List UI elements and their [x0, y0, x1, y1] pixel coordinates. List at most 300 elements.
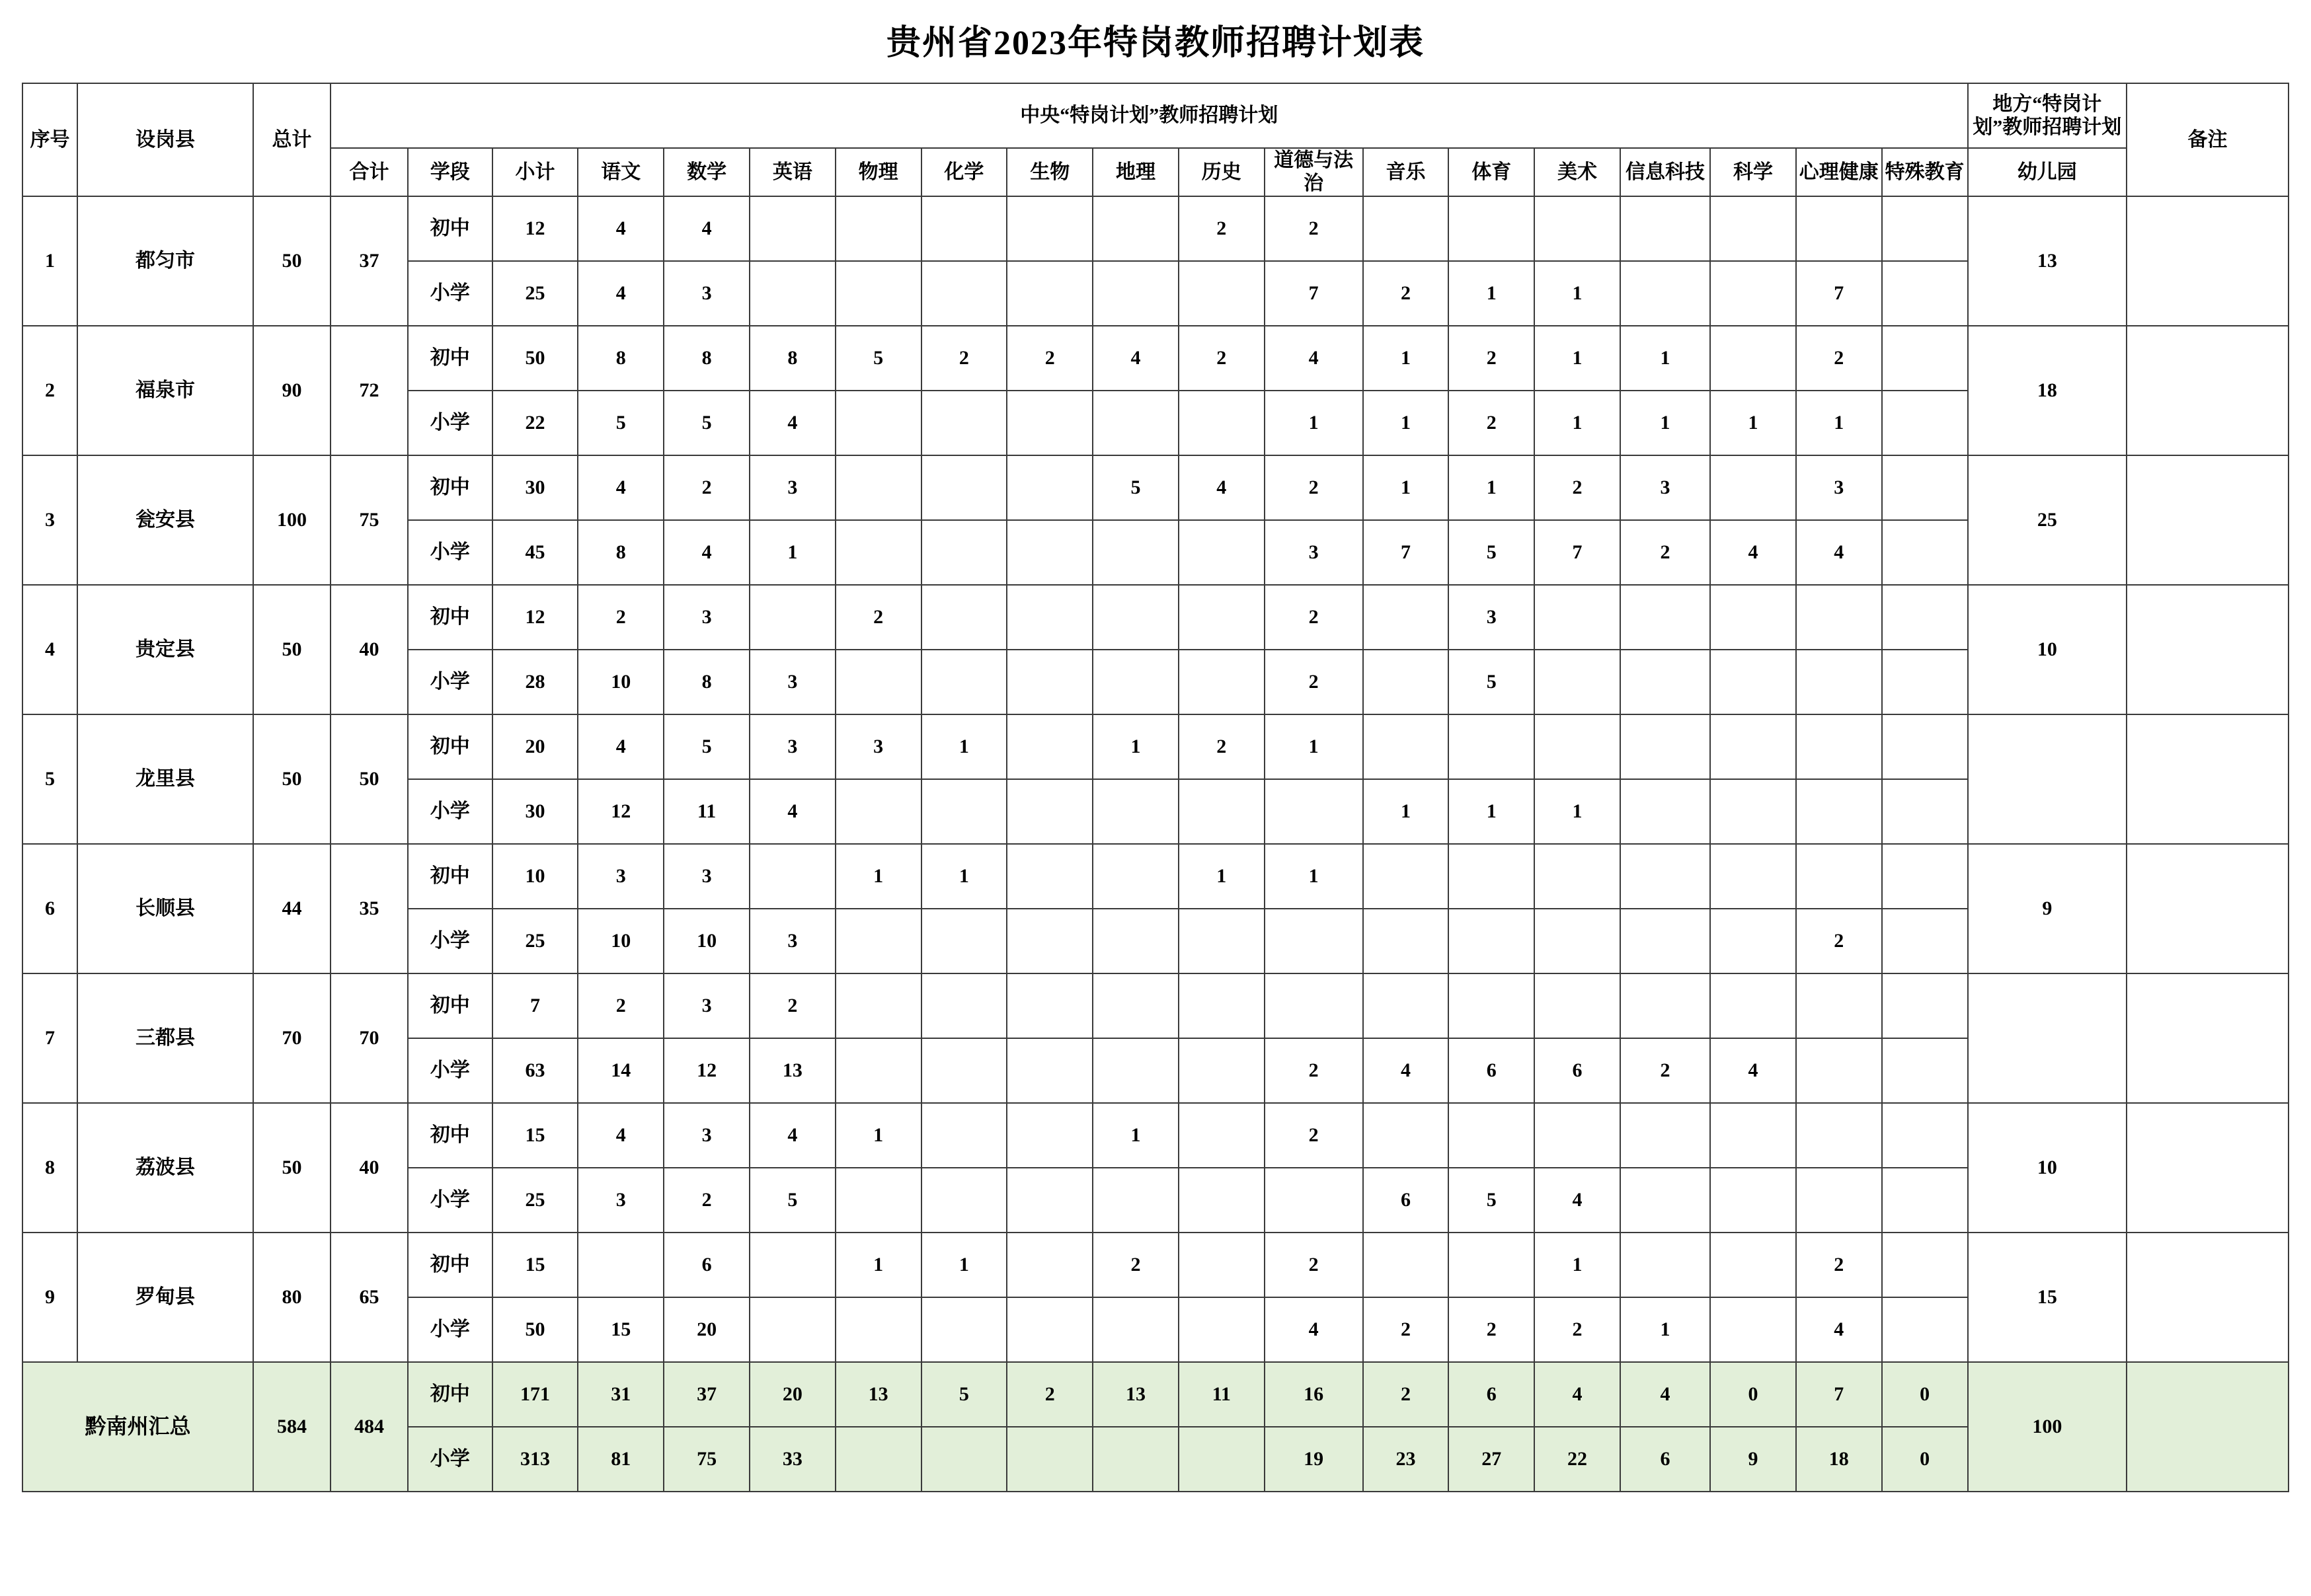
table-body [22, 196, 2289, 1492]
cell-english: 5 [750, 1168, 836, 1233]
cell-chemistry [921, 1038, 1007, 1103]
row-local-total [1968, 973, 2127, 1103]
table-row [22, 1103, 2289, 1168]
cell-history [1179, 585, 1265, 650]
row-index: 1 [22, 196, 77, 326]
cell-science: 4 [1710, 1038, 1796, 1103]
summary-remark [2127, 1362, 2289, 1492]
cell-science: 1 [1710, 391, 1796, 455]
cell-biology [1007, 391, 1093, 455]
cell-math: 3 [664, 261, 750, 326]
row-local-total: 10 [1968, 1103, 2127, 1233]
cell-history: 2 [1179, 196, 1265, 261]
summary-minor-total: 171 [492, 1362, 578, 1427]
cell-chinese: 10 [578, 909, 664, 973]
row-county: 荔波县 [77, 1103, 253, 1233]
cell-psychology: 18 [1796, 1427, 1882, 1492]
cell-math: 2 [664, 1168, 750, 1233]
cell-chemistry [921, 650, 1007, 714]
cell-art: 1 [1534, 326, 1620, 391]
cell-it [1620, 196, 1710, 261]
cell-chemistry [921, 1427, 1007, 1492]
cell-physics: 5 [836, 326, 921, 391]
cell-it [1620, 909, 1710, 973]
cell-special-education [1882, 1038, 1968, 1103]
cell-physics [836, 1168, 921, 1233]
cell-science [1710, 909, 1796, 973]
cell-pe [1448, 844, 1534, 909]
cell-physics [836, 391, 921, 455]
cell-science: 4 [1710, 520, 1796, 585]
cell-psychology [1796, 585, 1882, 650]
cell-science [1710, 650, 1796, 714]
cell-psychology: 7 [1796, 1362, 1882, 1427]
row-minor-total: 10 [492, 844, 578, 909]
cell-music [1363, 196, 1449, 261]
cell-english [750, 196, 836, 261]
row-local-total: 18 [1968, 326, 2127, 455]
cell-chemistry [921, 196, 1007, 261]
row-index: 4 [22, 585, 77, 714]
cell-pe [1448, 196, 1534, 261]
header-subject-physics: 物理 [836, 148, 921, 196]
cell-chinese: 10 [578, 650, 664, 714]
cell-special-education [1882, 844, 1968, 909]
cell-geography: 5 [1093, 455, 1179, 520]
cell-chinese: 4 [578, 196, 664, 261]
cell-math: 8 [664, 650, 750, 714]
row-minor-total: 20 [492, 714, 578, 779]
header-subject-math: 数学 [664, 148, 750, 196]
row-minor-total: 12 [492, 585, 578, 650]
row-minor-total: 22 [492, 391, 578, 455]
row-total: 100 [253, 455, 331, 585]
row-minor-total: 30 [492, 779, 578, 844]
cell-biology: 2 [1007, 326, 1093, 391]
cell-it: 3 [1620, 455, 1710, 520]
cell-physics [836, 779, 921, 844]
row-total: 44 [253, 844, 331, 973]
cell-music [1363, 973, 1449, 1038]
cell-science [1710, 973, 1796, 1038]
cell-chemistry: 1 [921, 844, 1007, 909]
cell-history: 11 [1179, 1362, 1265, 1427]
cell-morality-law: 2 [1265, 455, 1363, 520]
cell-special-education [1882, 1103, 1968, 1168]
row-stage: 初中 [408, 1103, 492, 1168]
cell-chinese: 4 [578, 1103, 664, 1168]
cell-morality-law: 3 [1265, 520, 1363, 585]
cell-math: 3 [664, 844, 750, 909]
cell-it: 4 [1620, 1362, 1710, 1427]
header-subject-psychology: 心理健康 [1796, 148, 1882, 196]
cell-science [1710, 1297, 1796, 1362]
cell-math: 75 [664, 1427, 750, 1492]
cell-psychology: 4 [1796, 1297, 1882, 1362]
cell-psychology [1796, 1038, 1882, 1103]
cell-art: 1 [1534, 779, 1620, 844]
cell-music [1363, 1233, 1449, 1297]
cell-music [1363, 1103, 1449, 1168]
cell-history [1179, 520, 1265, 585]
cell-geography [1093, 196, 1179, 261]
row-minor-total: 15 [492, 1103, 578, 1168]
row-minor-total: 50 [492, 326, 578, 391]
cell-math: 2 [664, 455, 750, 520]
cell-it [1620, 714, 1710, 779]
cell-it [1620, 261, 1710, 326]
header-grand-total: 总计 [253, 83, 331, 196]
cell-art [1534, 1103, 1620, 1168]
header-central-group: 中央“特岗计划”教师招聘计划 [331, 83, 1968, 148]
cell-art: 1 [1534, 1233, 1620, 1297]
row-local-total: 9 [1968, 844, 2127, 973]
cell-biology [1007, 1427, 1093, 1492]
row-county: 瓮安县 [77, 455, 253, 585]
cell-biology [1007, 973, 1093, 1038]
cell-art [1534, 585, 1620, 650]
cell-morality-law [1265, 973, 1363, 1038]
cell-geography [1093, 1168, 1179, 1233]
cell-music: 2 [1363, 261, 1449, 326]
row-stage: 小学 [408, 1168, 492, 1233]
row-central-subtotal: 35 [331, 844, 408, 973]
cell-geography [1093, 520, 1179, 585]
cell-biology [1007, 650, 1093, 714]
cell-chemistry: 1 [921, 1233, 1007, 1297]
cell-history [1179, 1297, 1265, 1362]
cell-it: 1 [1620, 391, 1710, 455]
recruitment-plan-table [22, 83, 2289, 1492]
header-subject-history: 历史 [1179, 148, 1265, 196]
cell-special-education [1882, 326, 1968, 391]
table-row [22, 973, 2289, 1038]
cell-psychology [1796, 714, 1882, 779]
cell-english: 3 [750, 650, 836, 714]
cell-special-education: 0 [1882, 1362, 1968, 1427]
row-stage: 初中 [408, 714, 492, 779]
cell-biology [1007, 844, 1093, 909]
row-stage: 小学 [408, 779, 492, 844]
cell-it [1620, 844, 1710, 909]
cell-chinese [578, 1233, 664, 1297]
cell-math: 10 [664, 909, 750, 973]
header-subject-geography: 地理 [1093, 148, 1179, 196]
cell-geography [1093, 391, 1179, 455]
row-minor-total: 25 [492, 1168, 578, 1233]
cell-morality-law [1265, 779, 1363, 844]
cell-chemistry [921, 909, 1007, 973]
row-total: 50 [253, 1103, 331, 1233]
cell-psychology [1796, 650, 1882, 714]
cell-english: 1 [750, 520, 836, 585]
cell-english: 8 [750, 326, 836, 391]
cell-special-education [1882, 973, 1968, 1038]
cell-special-education [1882, 779, 1968, 844]
cell-music: 1 [1363, 779, 1449, 844]
cell-biology: 2 [1007, 1362, 1093, 1427]
cell-morality-law: 7 [1265, 261, 1363, 326]
cell-morality-law: 1 [1265, 714, 1363, 779]
cell-art [1534, 973, 1620, 1038]
cell-science [1710, 326, 1796, 391]
cell-psychology [1796, 973, 1882, 1038]
row-local-total: 13 [1968, 196, 2127, 326]
cell-music [1363, 844, 1449, 909]
cell-art: 2 [1534, 455, 1620, 520]
cell-morality-law: 19 [1265, 1427, 1363, 1492]
cell-pe [1448, 1103, 1534, 1168]
cell-history [1179, 1038, 1265, 1103]
cell-pe [1448, 909, 1534, 973]
cell-psychology: 2 [1796, 1233, 1882, 1297]
row-central-subtotal: 65 [331, 1233, 408, 1362]
row-local-total: 25 [1968, 455, 2127, 585]
cell-english: 4 [750, 391, 836, 455]
cell-morality-law: 16 [1265, 1362, 1363, 1427]
summary-label: 黔南州汇总 [22, 1362, 253, 1492]
cell-math: 5 [664, 714, 750, 779]
cell-psychology: 2 [1796, 909, 1882, 973]
row-stage: 小学 [408, 1297, 492, 1362]
header-stage: 学段 [408, 148, 492, 196]
cell-physics: 13 [836, 1362, 921, 1427]
cell-chemistry [921, 1103, 1007, 1168]
cell-art: 7 [1534, 520, 1620, 585]
row-local-total: 15 [1968, 1233, 2127, 1362]
cell-it [1620, 779, 1710, 844]
cell-english: 3 [750, 455, 836, 520]
row-minor-total: 7 [492, 973, 578, 1038]
header-row-1 [22, 83, 2289, 148]
row-index: 7 [22, 973, 77, 1103]
row-stage: 小学 [408, 391, 492, 455]
cell-it [1620, 1103, 1710, 1168]
row-local-total: 10 [1968, 585, 2127, 714]
cell-pe [1448, 973, 1534, 1038]
table-row [22, 455, 2289, 520]
cell-physics [836, 1297, 921, 1362]
header-subject-art: 美术 [1534, 148, 1620, 196]
row-county: 三都县 [77, 973, 253, 1103]
cell-music: 2 [1363, 1297, 1449, 1362]
cell-geography [1093, 585, 1179, 650]
cell-geography: 1 [1093, 714, 1179, 779]
cell-morality-law: 2 [1265, 1233, 1363, 1297]
cell-math: 12 [664, 1038, 750, 1103]
row-central-subtotal: 40 [331, 585, 408, 714]
cell-history [1179, 1233, 1265, 1297]
cell-pe: 6 [1448, 1038, 1534, 1103]
cell-physics [836, 1038, 921, 1103]
row-stage: 小学 [408, 1038, 492, 1103]
cell-pe: 5 [1448, 650, 1534, 714]
cell-science: 0 [1710, 1362, 1796, 1427]
cell-chemistry [921, 261, 1007, 326]
cell-english [750, 261, 836, 326]
cell-morality-law: 2 [1265, 650, 1363, 714]
summary-local-total: 100 [1968, 1362, 2127, 1492]
cell-math: 11 [664, 779, 750, 844]
cell-geography [1093, 779, 1179, 844]
cell-chinese: 5 [578, 391, 664, 455]
cell-pe: 1 [1448, 261, 1534, 326]
cell-chinese: 15 [578, 1297, 664, 1362]
cell-english [750, 1233, 836, 1297]
cell-math: 3 [664, 585, 750, 650]
header-minor-total: 小计 [492, 148, 578, 196]
cell-pe [1448, 714, 1534, 779]
header-county: 设岗县 [77, 83, 253, 196]
cell-chemistry [921, 1297, 1007, 1362]
cell-history: 1 [1179, 844, 1265, 909]
cell-art [1534, 650, 1620, 714]
row-minor-total: 63 [492, 1038, 578, 1103]
cell-special-education [1882, 261, 1968, 326]
row-remark [2127, 973, 2289, 1103]
row-minor-total: 25 [492, 261, 578, 326]
cell-history [1179, 650, 1265, 714]
row-stage: 小学 [408, 650, 492, 714]
cell-psychology [1796, 1168, 1882, 1233]
row-minor-total: 15 [492, 1233, 578, 1297]
cell-physics: 1 [836, 1103, 921, 1168]
row-total: 90 [253, 326, 331, 455]
cell-geography [1093, 1038, 1179, 1103]
cell-biology [1007, 1038, 1093, 1103]
cell-geography [1093, 909, 1179, 973]
row-county: 福泉市 [77, 326, 253, 455]
cell-biology [1007, 1168, 1093, 1233]
cell-chinese: 3 [578, 1168, 664, 1233]
cell-art [1534, 196, 1620, 261]
cell-music [1363, 650, 1449, 714]
cell-chemistry [921, 779, 1007, 844]
cell-english [750, 1297, 836, 1362]
summary-minor-total: 313 [492, 1427, 578, 1492]
header-local-group: 地方“特岗计划”教师招聘计划 [1968, 83, 2127, 148]
cell-science [1710, 196, 1796, 261]
row-minor-total: 25 [492, 909, 578, 973]
cell-science [1710, 261, 1796, 326]
header-subject-music: 音乐 [1363, 148, 1449, 196]
cell-special-education [1882, 650, 1968, 714]
cell-morality-law: 4 [1265, 1297, 1363, 1362]
cell-math: 8 [664, 326, 750, 391]
cell-pe: 2 [1448, 326, 1534, 391]
row-index: 9 [22, 1233, 77, 1362]
cell-art: 22 [1534, 1427, 1620, 1492]
cell-biology [1007, 1103, 1093, 1168]
row-central-subtotal: 72 [331, 326, 408, 455]
cell-english: 3 [750, 714, 836, 779]
cell-art: 1 [1534, 261, 1620, 326]
row-total: 50 [253, 585, 331, 714]
cell-physics [836, 650, 921, 714]
cell-physics: 1 [836, 844, 921, 909]
table-row [22, 196, 2289, 261]
cell-physics [836, 1427, 921, 1492]
row-index: 5 [22, 714, 77, 844]
row-index: 2 [22, 326, 77, 455]
cell-geography: 1 [1093, 1103, 1179, 1168]
cell-science [1710, 1168, 1796, 1233]
cell-special-education [1882, 585, 1968, 650]
row-stage: 小学 [408, 520, 492, 585]
cell-history [1179, 391, 1265, 455]
row-stage: 初中 [408, 326, 492, 391]
row-minor-total: 50 [492, 1297, 578, 1362]
summary-total: 584 [253, 1362, 331, 1492]
summary-stage: 小学 [408, 1427, 492, 1492]
cell-psychology [1796, 844, 1882, 909]
cell-chemistry [921, 1168, 1007, 1233]
cell-math: 3 [664, 973, 750, 1038]
row-remark [2127, 455, 2289, 585]
cell-special-education [1882, 714, 1968, 779]
header-subject-it: 信息科技 [1620, 148, 1710, 196]
row-stage: 小学 [408, 261, 492, 326]
cell-morality-law [1265, 909, 1363, 973]
cell-english: 3 [750, 909, 836, 973]
cell-biology [1007, 909, 1093, 973]
cell-chinese: 31 [578, 1362, 664, 1427]
cell-pe: 5 [1448, 1168, 1534, 1233]
cell-math: 4 [664, 520, 750, 585]
cell-physics [836, 973, 921, 1038]
row-central-subtotal: 37 [331, 196, 408, 326]
header-subject-english: 英语 [750, 148, 836, 196]
table-row [22, 585, 2289, 650]
row-total: 70 [253, 973, 331, 1103]
cell-special-education: 0 [1882, 1427, 1968, 1492]
cell-it [1620, 650, 1710, 714]
row-central-subtotal: 75 [331, 455, 408, 585]
cell-chinese: 12 [578, 779, 664, 844]
header-subtotal: 合计 [331, 148, 408, 196]
cell-special-education [1882, 1297, 1968, 1362]
cell-chinese: 4 [578, 455, 664, 520]
cell-special-education [1882, 455, 1968, 520]
cell-physics: 2 [836, 585, 921, 650]
row-minor-total: 45 [492, 520, 578, 585]
cell-science [1710, 585, 1796, 650]
cell-chinese: 81 [578, 1427, 664, 1492]
cell-psychology: 7 [1796, 261, 1882, 326]
cell-chinese: 8 [578, 326, 664, 391]
cell-english: 13 [750, 1038, 836, 1103]
cell-chemistry: 5 [921, 1362, 1007, 1427]
cell-english: 4 [750, 1103, 836, 1168]
cell-pe: 1 [1448, 779, 1534, 844]
cell-it [1620, 1233, 1710, 1297]
cell-art: 2 [1534, 1297, 1620, 1362]
cell-psychology: 3 [1796, 455, 1882, 520]
cell-chinese: 8 [578, 520, 664, 585]
cell-music: 2 [1363, 1362, 1449, 1427]
cell-history: 4 [1179, 455, 1265, 520]
row-index: 8 [22, 1103, 77, 1233]
cell-physics: 3 [836, 714, 921, 779]
row-total: 80 [253, 1233, 331, 1362]
cell-morality-law [1265, 1168, 1363, 1233]
cell-chemistry [921, 391, 1007, 455]
table-row [22, 326, 2289, 391]
row-stage: 初中 [408, 196, 492, 261]
row-county: 罗甸县 [77, 1233, 253, 1362]
cell-music [1363, 909, 1449, 973]
row-index: 3 [22, 455, 77, 585]
